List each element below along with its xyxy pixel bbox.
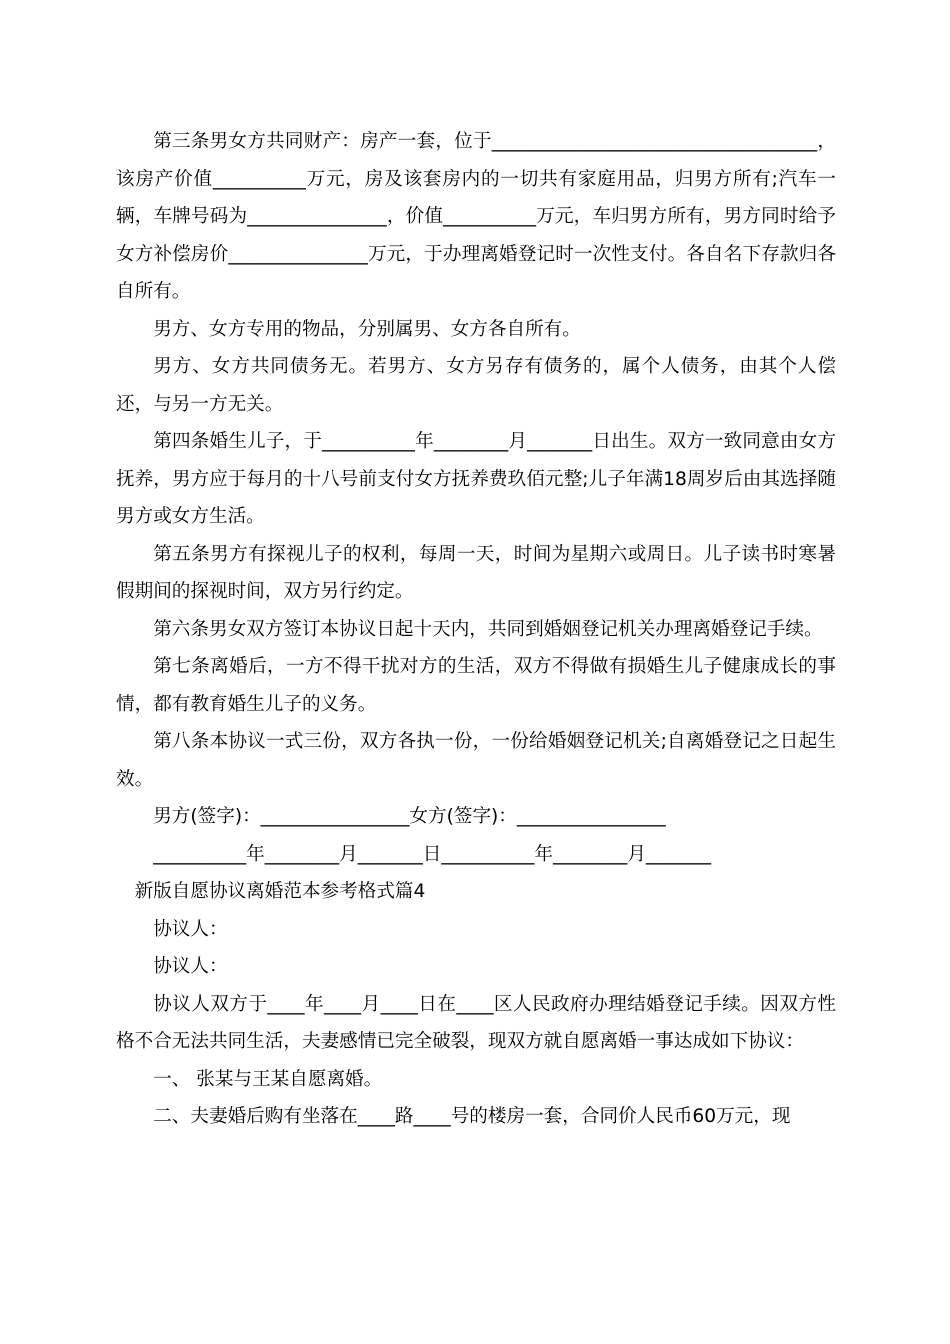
date-line: __________年________月_______日__________年________月_______ bbox=[153, 843, 712, 865]
article-6-registration: 第六条男女双方签订本协议日起十天内，共同到婚姻登记机关办理离婚登记手续。 bbox=[153, 618, 823, 640]
article-5-visitation: 第五条男方有探视儿子的权利，每周一天，时间为星期六或周日。儿子读书时寒暑假期间的探视时间，双方另行约定。 bbox=[116, 543, 836, 602]
article-3-property: 第三条男女方共同财产：房产一套，位于___________________________________，该房产价值__________万元，房及该套房内的一切共有家庭用品，归男方所有;汽车一辆，车牌号码为_______________，价值__________万元，车归男方所有，男方同时给予女方补偿房价_______________万元，于办理离婚登记时一次性支付。各自名下存款归各自所有。 bbox=[116, 131, 836, 302]
article-8-copies: 第八条本协议一式三份，双方各执一份，一份给婚姻登记机关;自离婚登记之日起生效。 bbox=[116, 731, 836, 790]
article-7-conduct: 第七条离婚后，一方不得干扰对方的生活，双方不得做有损婚生儿子健康成长的事情，都有教育婚生儿子的义务。 bbox=[116, 656, 836, 715]
section-title: 新版自愿协议离婚范本参考格式篇4 bbox=[134, 881, 426, 902]
article-4-child-custody: 第四条婚生儿子，于__________年________月_______日出生。双方一致同意由女方抚养，男方应于每月的十八号前支付女方抚养费玖佰元整;儿子年满18周岁后由其选择随男方或女方生活。 bbox=[116, 431, 836, 527]
party-1-label: 协议人： bbox=[153, 918, 228, 940]
personal-items-paragraph: 男方、女方专用的物品，分别属男、女方各自所有。 bbox=[153, 318, 581, 340]
intro-paragraph: 协议人双方于____年____月____日在____区人民政府办理结婚登记手续。因双方性格不合无法共同生活，夫妻感情已完全破裂，现双方就自愿离婚一事达成如下协议： bbox=[116, 993, 836, 1052]
clause-2: 二、夫妻婚后购有坐落在____路____号的楼房一套，合同价人民币60万元，现 bbox=[153, 1106, 791, 1127]
debts-paragraph: 男方、女方共同债务无。若男方、女方另存有债务的，属个人债务，由其个人偿还，与另一方无关。 bbox=[116, 356, 836, 415]
clause-1: 一、 张某与王某自愿离婚。 bbox=[153, 1068, 383, 1090]
party-2-label: 协议人： bbox=[153, 956, 228, 977]
signature-line: 男方(签字)：________________女方(签字)：________________ bbox=[153, 806, 666, 827]
document-body bbox=[116, 123, 836, 1136]
